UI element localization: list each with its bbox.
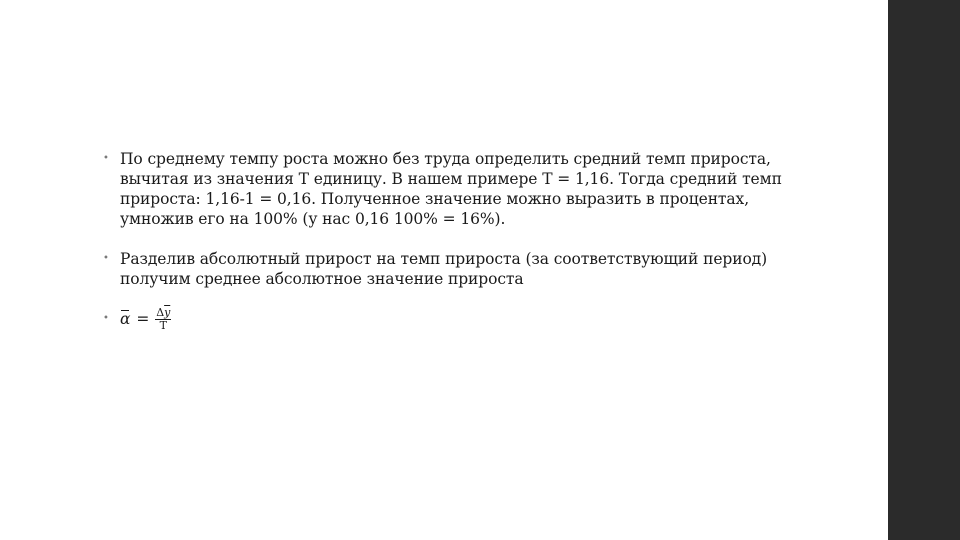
- bullet-item-absolute-growth: [103, 249, 783, 289]
- formula-delta: Δ: [156, 305, 165, 319]
- slide-content: [103, 149, 783, 332]
- bullet-item-formula: [103, 305, 783, 332]
- formula-numerator: [155, 307, 171, 320]
- formula-alpha: [120, 309, 130, 329]
- bullet-icon: •: [103, 313, 109, 324]
- formula: [120, 307, 171, 332]
- bullet-list: [103, 149, 783, 332]
- formula-alpha-symbol: α: [120, 310, 131, 328]
- formula-y-bar: $\overline{y}$: [164, 305, 171, 319]
- formula-alpha-bar: [121, 310, 129, 311]
- bullet-text: По среднему темпу роста можно без труда определить средний темп прироста, вычитая из значения Т единицу. В нашем примере Т = 1,16. Тогда средний темп прироста: 1,16-1 = 0,16. Полученное значение можно выразить в процентах, умножив его на 100% (у нас 0,16 100% = 16%).: [120, 150, 782, 228]
- bullet-icon: •: [103, 253, 109, 264]
- side-bar: [888, 0, 960, 540]
- bullet-item-growth-rate: [103, 149, 783, 229]
- formula-equals: =: [136, 310, 150, 328]
- formula-fraction: [155, 307, 171, 332]
- formula-denominator: T: [159, 318, 167, 332]
- bullet-text: Разделив абсолютный прирост на темп прироста (за соответствующий период) получим среднее абсолютное значение прироста: [120, 250, 768, 288]
- bullet-icon: •: [103, 153, 109, 164]
